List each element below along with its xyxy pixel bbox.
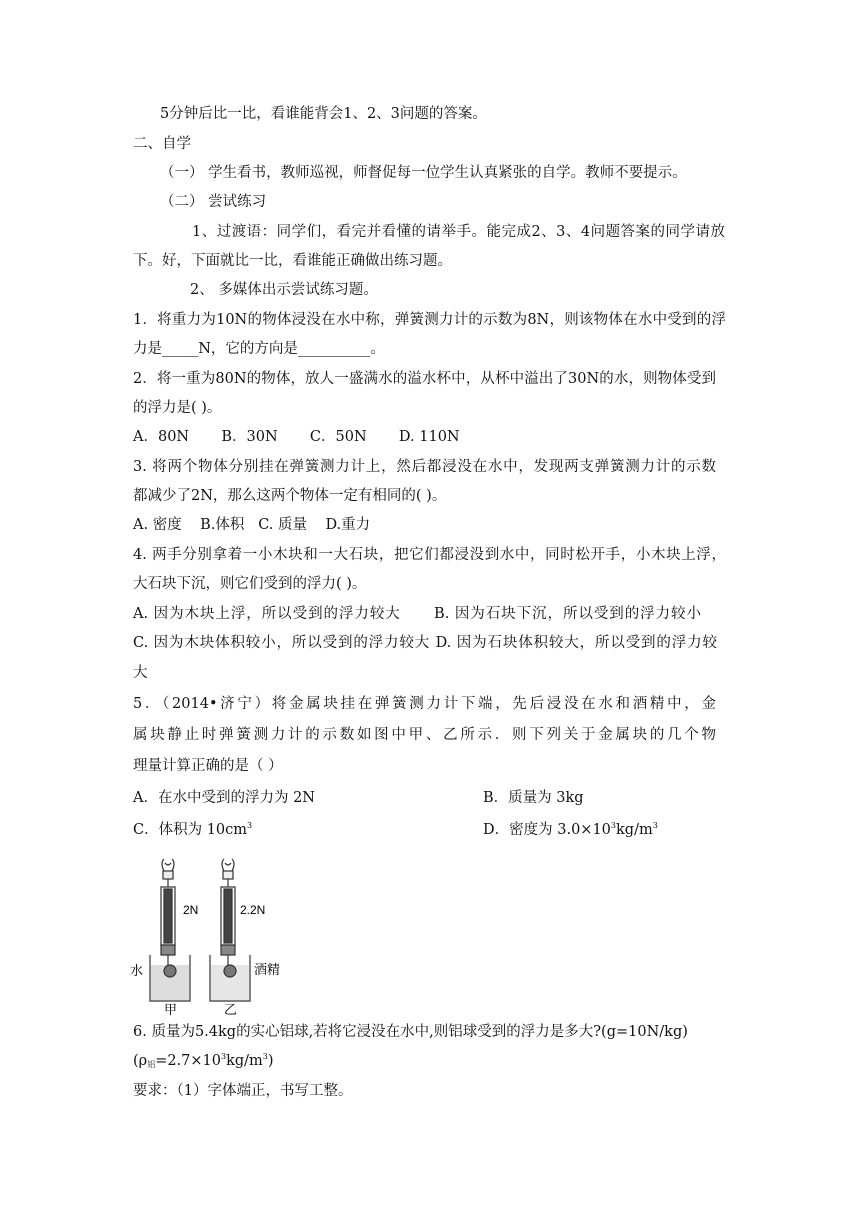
transition-line-2: 下。好，下面就比一比，看谁能正确做出练习题。 <box>133 253 452 269</box>
question-2-line-2: 的浮力是( )。 <box>133 400 222 416</box>
requirement-line: 要求：（1）字体端正，书写工整。 <box>133 1083 353 1099</box>
step-one-line: （一） 学生看书，教师巡视，师督促每一位学生认真紧张的自学。教师不要提示。 <box>160 165 687 181</box>
right-caption: 乙 <box>224 1002 238 1017</box>
step-two-heading: （二） 尝试练习 <box>160 194 267 210</box>
question-5-line-3: 理量计算正确的是（ ） <box>133 758 283 774</box>
section-heading-self-study: 二、自学 <box>133 136 191 152</box>
water-label: 水 <box>130 963 144 978</box>
question-1-line-2: 力是_____N，它的方向是__________。 <box>133 341 385 357</box>
right-reading-label: 2.2N <box>240 903 266 917</box>
intro-line: 5分钟后比一比，看谁能背会1、2、3问题的答案。 <box>160 106 487 122</box>
multimedia-line: 2、 多媒体出示尝试练习题。 <box>190 282 378 298</box>
left-spring-scale <box>150 859 190 1001</box>
question-1-line-1: 1．将重力为10N的物体浸没在水中称，弹簧测力计的示数为8N，则该物体在水中受到的浮 <box>133 312 726 328</box>
question-2-options: A．80N B．30N C．50N D. 110N <box>133 429 460 445</box>
question-3-line-1: 3. 将两个物体分别挂在弹簧测力计上，然后都浸没在水中，发现两支弹簧测力计的示数 <box>133 459 716 475</box>
question-5-option-d: D．密度为 $3.0\times 10^3kg/m^3$ <box>483 821 658 838</box>
question-5-option-a: A．在水中受到的浮力为 2N <box>133 790 315 806</box>
question-5-option-b: B．质量为 3kg <box>483 790 584 806</box>
question-4-line-1: 4. 两手分别拿着一小木块和一大石块，把它们都浸没到水中，同时松开手，小木块上浮， <box>133 547 726 563</box>
question-3-line-2: 都减少了2N，那么这两个物体一定有相同的( )。 <box>133 488 447 504</box>
question-5-line-2: 属块静止时弹簧测力计的示数如图中甲、乙所示．则下列关于金属块的几个物 <box>133 727 716 743</box>
transition-line-1: 1、过渡语：同学们，看完并看懂的请举手。能完成2、3、4问题答案的同学请放 <box>192 224 725 240</box>
question-2-line-1: 2．将一重为80N的物体，放人一盛满水的溢水杯中，从杯中溢出了30N的水，则物体受到 <box>133 371 716 387</box>
question-5-option-c: C．体积为 $10cm^3$ <box>133 821 253 838</box>
question-4-options-cd: C. 因为木块体积较小，所以受到的浮力较大 D. 因为石块体积较大，所以受到的浮力较 <box>133 635 717 651</box>
question-4-line-2: 大石块下沉，则它们受到的浮力( )。 <box>133 576 367 592</box>
question-3-options: A. 密度 B.体积 C. 质量 D.重力 <box>133 517 371 533</box>
right-spring-scale <box>210 859 250 1001</box>
question-6-line-1: 6. 质量为5.4kg的实心铝球,若将它浸没在水中,则铝球受到的浮力是多大?(g=10N/kg) <box>133 1024 688 1040</box>
question-5-line-1: 5．（2014•济宁）将金属块挂在弹簧测力计下端，先后浸没在水和酒精中，金 <box>133 696 716 712</box>
question-4-options-ab: A. 因为木块上浮，所以受到的浮力较大 B. 因为石块下沉，所以受到的浮力较小 <box>133 606 701 622</box>
spring-scale-figure <box>128 857 288 1017</box>
question-6-density-line: $(\rho_铝=2.7\times 10^3kg/m^3)$ <box>133 1052 274 1069</box>
alcohol-label: 酒精 <box>254 962 281 977</box>
left-caption: 甲 <box>164 1002 178 1017</box>
left-reading-label: 2N <box>183 903 199 917</box>
question-4-options-cd-wrap: 大 <box>133 665 148 681</box>
